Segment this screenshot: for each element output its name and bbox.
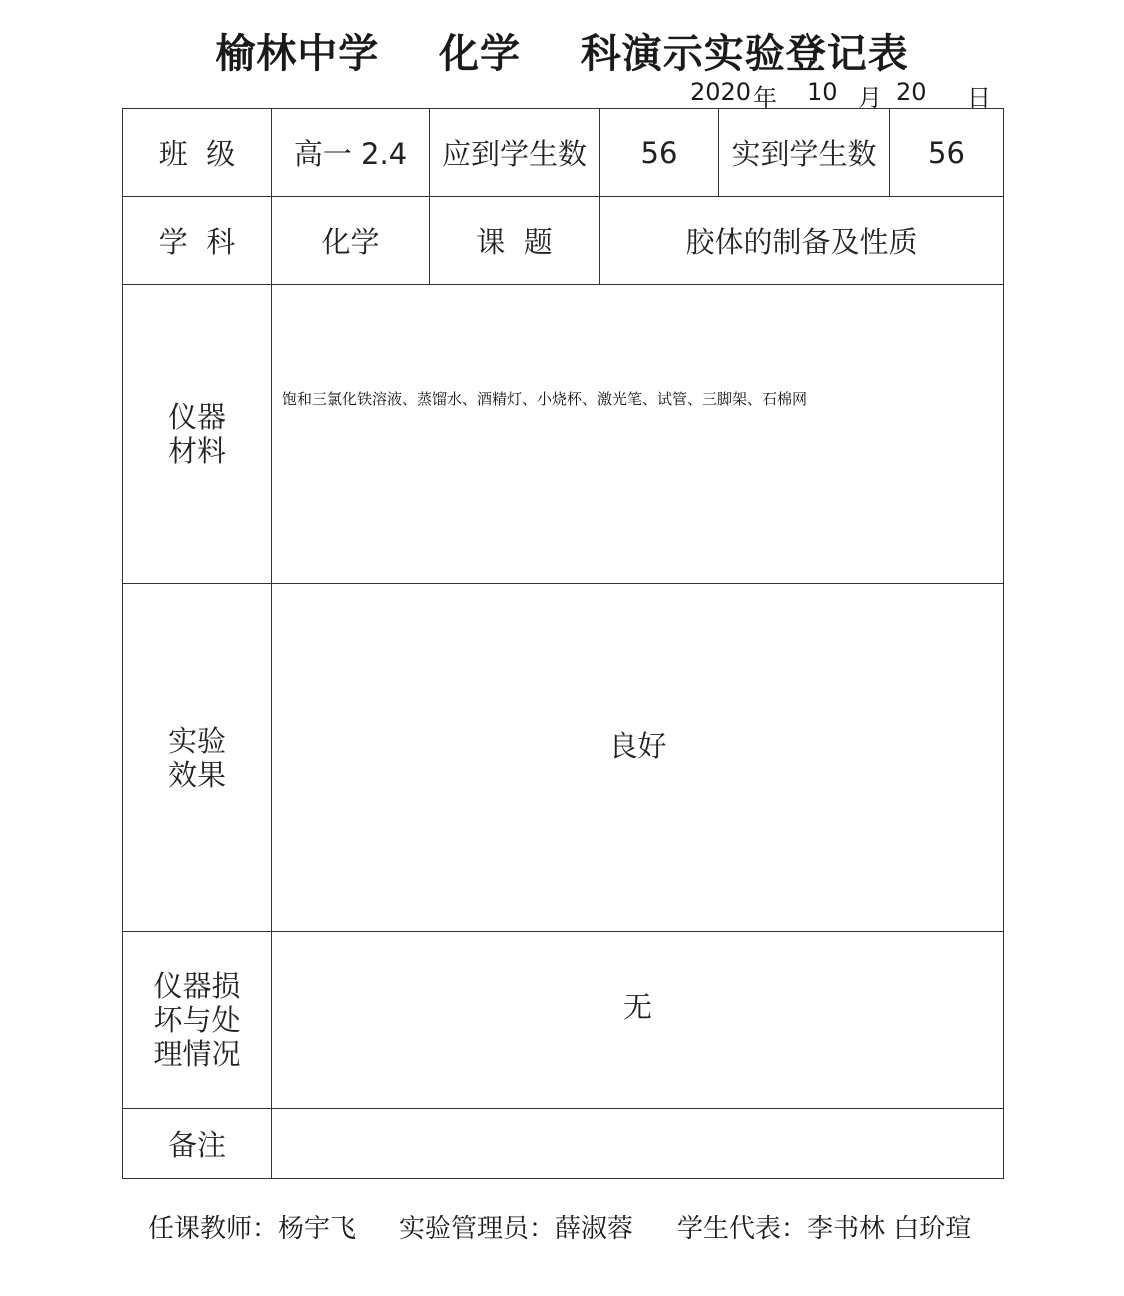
date-month-unit: 月 [858, 84, 882, 112]
effect-label-line1: 实验 [167, 723, 226, 758]
remarks-value [272, 1109, 1004, 1179]
table-row-class [123, 109, 1004, 197]
table-row-equipment [123, 285, 1004, 584]
table-row-effect [123, 584, 1004, 932]
table-row-subject [123, 197, 1004, 285]
date-month: 10 [807, 78, 838, 106]
registration-table [122, 108, 1004, 1179]
teacher-signature: 任课教师：杨宇飞 [148, 1214, 357, 1244]
class-label: 班 级 [123, 109, 272, 197]
damage-cell [272, 932, 1004, 1109]
equipment-label-line2: 材料 [167, 434, 226, 468]
expected-students-value: 56 [600, 109, 719, 197]
damage-label-line2: 坏与处 [153, 1003, 241, 1037]
manager-signature: 实验管理员：薛淑蓉 [399, 1214, 634, 1244]
subject-value: 化学 [272, 197, 430, 285]
effect-value: 良好 [608, 729, 667, 763]
subject-label: 学 科 [123, 197, 272, 285]
effect-label-line2: 效果 [167, 757, 226, 792]
actual-students-value: 56 [890, 109, 1004, 197]
equipment-label [123, 285, 272, 584]
damage-label-line1: 仪器损 [153, 969, 241, 1003]
topic-value: 胶体的制备及性质 [600, 197, 1004, 285]
table-row-remarks [123, 1109, 1004, 1179]
effect-label [123, 584, 272, 932]
equipment-cell [272, 285, 1004, 584]
damage-value: 无 [622, 989, 652, 1024]
topic-label: 课 题 [430, 197, 600, 285]
equipment-label-line1: 仪器 [167, 400, 226, 434]
actual-students-label: 实到学生数 [719, 109, 890, 197]
date-day: 20 [896, 78, 927, 106]
class-value: 高一 2.4 [272, 109, 430, 197]
table-row-damage [123, 932, 1004, 1109]
remarks-label: 备注 [123, 1109, 272, 1179]
student-rep-signature: 学生代表：李书林 白玠瑄 [677, 1214, 972, 1244]
damage-label [123, 932, 272, 1109]
date-year-unit: 年 [753, 84, 777, 112]
expected-students-label: 应到学生数 [430, 109, 600, 197]
equipment-value: 饱和三氯化铁溶液、蒸馏水、酒精灯、小烧杯、激光笔、试管、三脚架、石棉网 [282, 390, 808, 408]
date-year: 2020 [690, 78, 752, 106]
date-day-unit: 日 [967, 84, 991, 112]
page-title: 榆林中学 化学 科演示实验登记表 [215, 31, 909, 77]
effect-cell [272, 584, 1004, 932]
damage-label-line3: 理情况 [153, 1037, 241, 1071]
